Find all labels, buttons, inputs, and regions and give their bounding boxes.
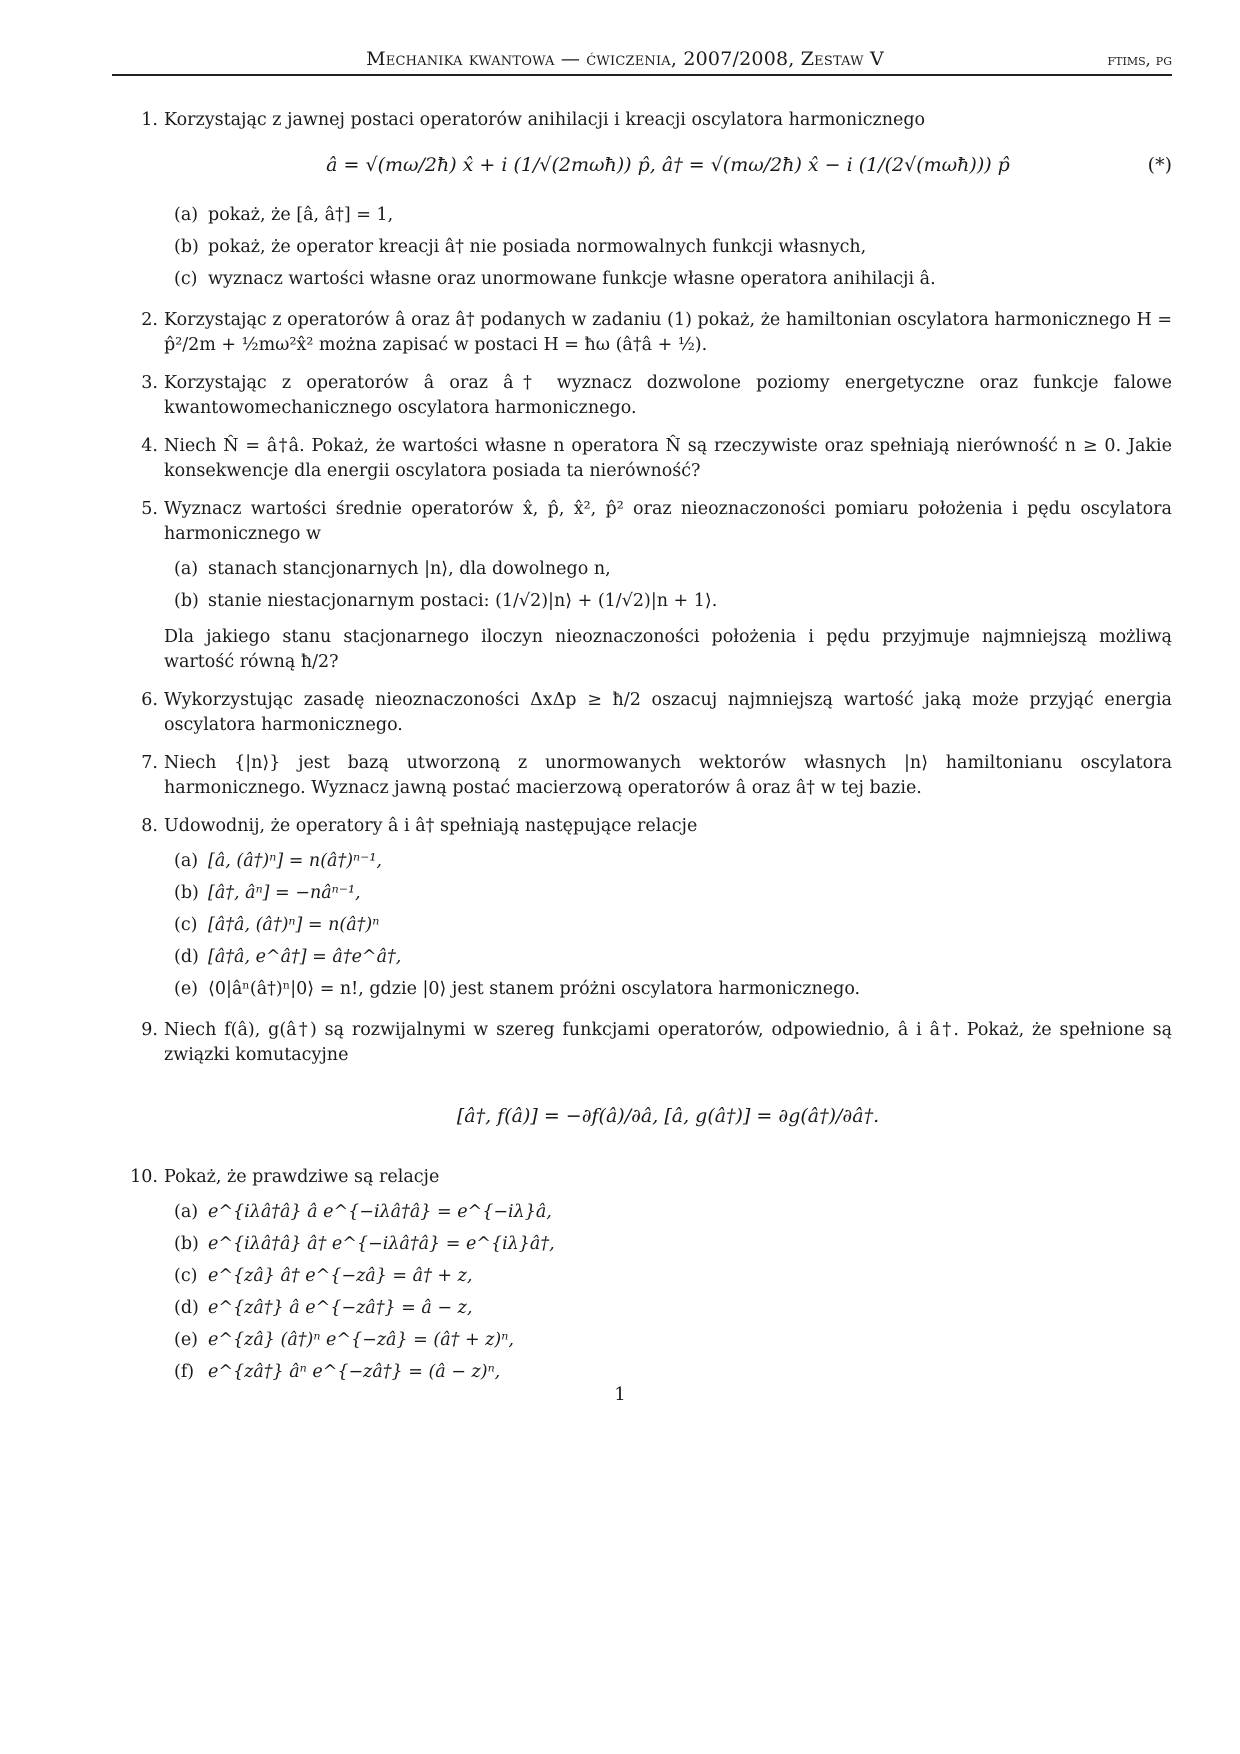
problem-number: 2.: [141, 310, 158, 330]
subproblem: (e) ⟨0|âⁿ(â†)ⁿ|0⟩ = n!, gdzie |0⟩ jest stanem próżni oscylatora harmonicznego.: [174, 979, 861, 999]
equation-operators: [164, 141, 1172, 189]
subproblem: (c) wyznacz wartości własne oraz unormowane funkcje własne operatora anihilacji â.: [174, 269, 936, 289]
equation-text: â = √(mω/2ħ) x̂ + i (1/√(2mωħ)) p̂, â† = √(mω/2ħ) x̂ − i (1/(2√(mωħ))) p̂: [326, 154, 1010, 176]
problem-number: 10.: [130, 1167, 158, 1187]
problem-1: [130, 108, 1172, 295]
page-number: 1: [614, 1384, 626, 1405]
subproblem: (a) stanach stancjonarnych |n⟩, dla dowolnego n,: [174, 559, 611, 579]
subproblem: (a) [â, (â†)ⁿ] = n(â†)ⁿ⁻¹,: [174, 851, 382, 871]
subproblem: (b) stanie niestacjonarnym postaci: (1/√2)|n⟩ + (1/√2)|n + 1⟩.: [174, 591, 718, 611]
subproblem: (c) e^{zâ} â† e^{−zâ} = â† + z,: [174, 1266, 473, 1286]
page-header-title: Mechanika kwantowa — ćwiczenia, 2007/2008, Zestaw V: [366, 48, 884, 70]
problem-text: Pokaż, że prawdziwe są relacje: [164, 1167, 440, 1187]
header-rule: [112, 74, 1172, 76]
problem-text: Udowodnij, że operatory â i â† spełniają następujące relacje: [164, 816, 698, 836]
subproblem: (d) e^{zâ†} â e^{−zâ†} = â − z,: [174, 1298, 473, 1318]
subproblem: (a) e^{iλâ†â} â e^{−iλâ†â} = e^{−iλ}â,: [174, 1202, 552, 1222]
subproblem: (f) e^{zâ†} âⁿ e^{−zâ†} = (â − z)ⁿ,: [174, 1362, 501, 1382]
problem-text: Korzystając z operatorów â oraz â† podanych w zadaniu (1) pokaż, że hamiltonian oscylatora harmonicznego H = p̂²/2m + ½mω²x̂² można zapisać w postaci H = ħω (â†â + ½).: [164, 310, 1172, 355]
problem-text: Niech f(â), g(â†) są rozwijalnymi w szereg funkcjami operatorów, odpowiednio, â i â†. Pokaż, że spełnione są związki komutacyjne: [164, 1020, 1172, 1065]
problem-6: [130, 688, 1172, 738]
problem-number: 4.: [141, 436, 158, 456]
equation-tag: (*): [1147, 154, 1172, 176]
subproblem: (b) [â†, âⁿ] = −nâⁿ⁻¹,: [174, 883, 361, 903]
problem-number: 7.: [141, 753, 158, 773]
problem-text: Niech N̂ = â†â. Pokaż, że wartości własne n operatora N̂ są rzeczywiste oraz spełniają nierówność n ≥ 0. Jakie konsekwencje dla energii oscylatora posiada ta nierówność?: [164, 436, 1172, 481]
subproblem: (c) [â†â, (â†)ⁿ] = n(â†)ⁿ: [174, 915, 380, 935]
problem-5: [130, 497, 1172, 675]
page-header-affiliation: ftims, pg: [1107, 50, 1172, 69]
problem-number: 5.: [141, 499, 158, 519]
problem-number: 8.: [141, 816, 158, 836]
problem-3: [130, 371, 1172, 421]
problem-number: 9.: [141, 1020, 158, 1040]
problem-2: [130, 308, 1172, 358]
problem-text: Niech {|n⟩} jest bazą utworzoną z unormowanych wektorów własnych |n⟩ hamiltonianu oscylatora harmonicznego. Wyznacz jawną postać macierzową operatorów â oraz â† w tej bazie.: [164, 753, 1172, 798]
problem-4: [130, 434, 1172, 484]
subproblem: (a) pokaż, że [â, â†] = 1,: [174, 205, 394, 225]
problem-8: [130, 814, 1172, 1005]
problem-9: [130, 1018, 1172, 1129]
subproblem: (e) e^{zâ} (â†)ⁿ e^{−zâ} = (â† + z)ⁿ,: [174, 1330, 514, 1350]
problem-text: Wyznacz wartości średnie operatorów x̂, p̂, x̂², p̂² oraz nieoznaczoności pomiaru położenia i pędu oscylatora harmonicznego w: [164, 499, 1172, 544]
problem-text: Korzystając z jawnej postaci operatorów anihilacji i kreacji oscylatora harmonicznego: [164, 110, 926, 130]
problem-7: [130, 751, 1172, 801]
problem-number: 6.: [141, 690, 158, 710]
subproblem: (b) pokaż, że operator kreacji â† nie posiada normowalnych funkcji własnych,: [174, 237, 867, 257]
problem-number: 3.: [141, 373, 158, 393]
problem-text: Korzystając z operatorów â oraz â† wyznacz dozwolone poziomy energetyczne oraz funkcje falowe kwantowomechanicznego oscylatora harmonicznego.: [164, 373, 1172, 418]
subproblem: (b) e^{iλâ†â} â† e^{−iλâ†â} = e^{iλ}â†,: [174, 1234, 555, 1254]
equation-commutators: [â†, f(â)] = −∂f(â)/∂â, [â, g(â†)] = ∂g(â†)/∂â†.: [456, 1105, 880, 1127]
problem-10: [130, 1165, 1172, 1388]
problem-note: Dla jakiego stanu stacjonarnego iloczyn nieoznaczoności położenia i pędu przyjmuje najmniejszą możliwą wartość równą ħ/2?: [164, 627, 1172, 672]
subproblem: (d) [â†â, e^â†] = â†e^â†,: [174, 947, 402, 967]
problem-list: [130, 108, 1172, 1401]
problem-text: Wykorzystując zasadę nieoznaczoności ΔxΔp ≥ ħ/2 oszacuj najmniejszą wartość jaką może przyjąć energia oscylatora harmonicznego.: [164, 690, 1172, 735]
problem-number: 1.: [141, 110, 158, 130]
